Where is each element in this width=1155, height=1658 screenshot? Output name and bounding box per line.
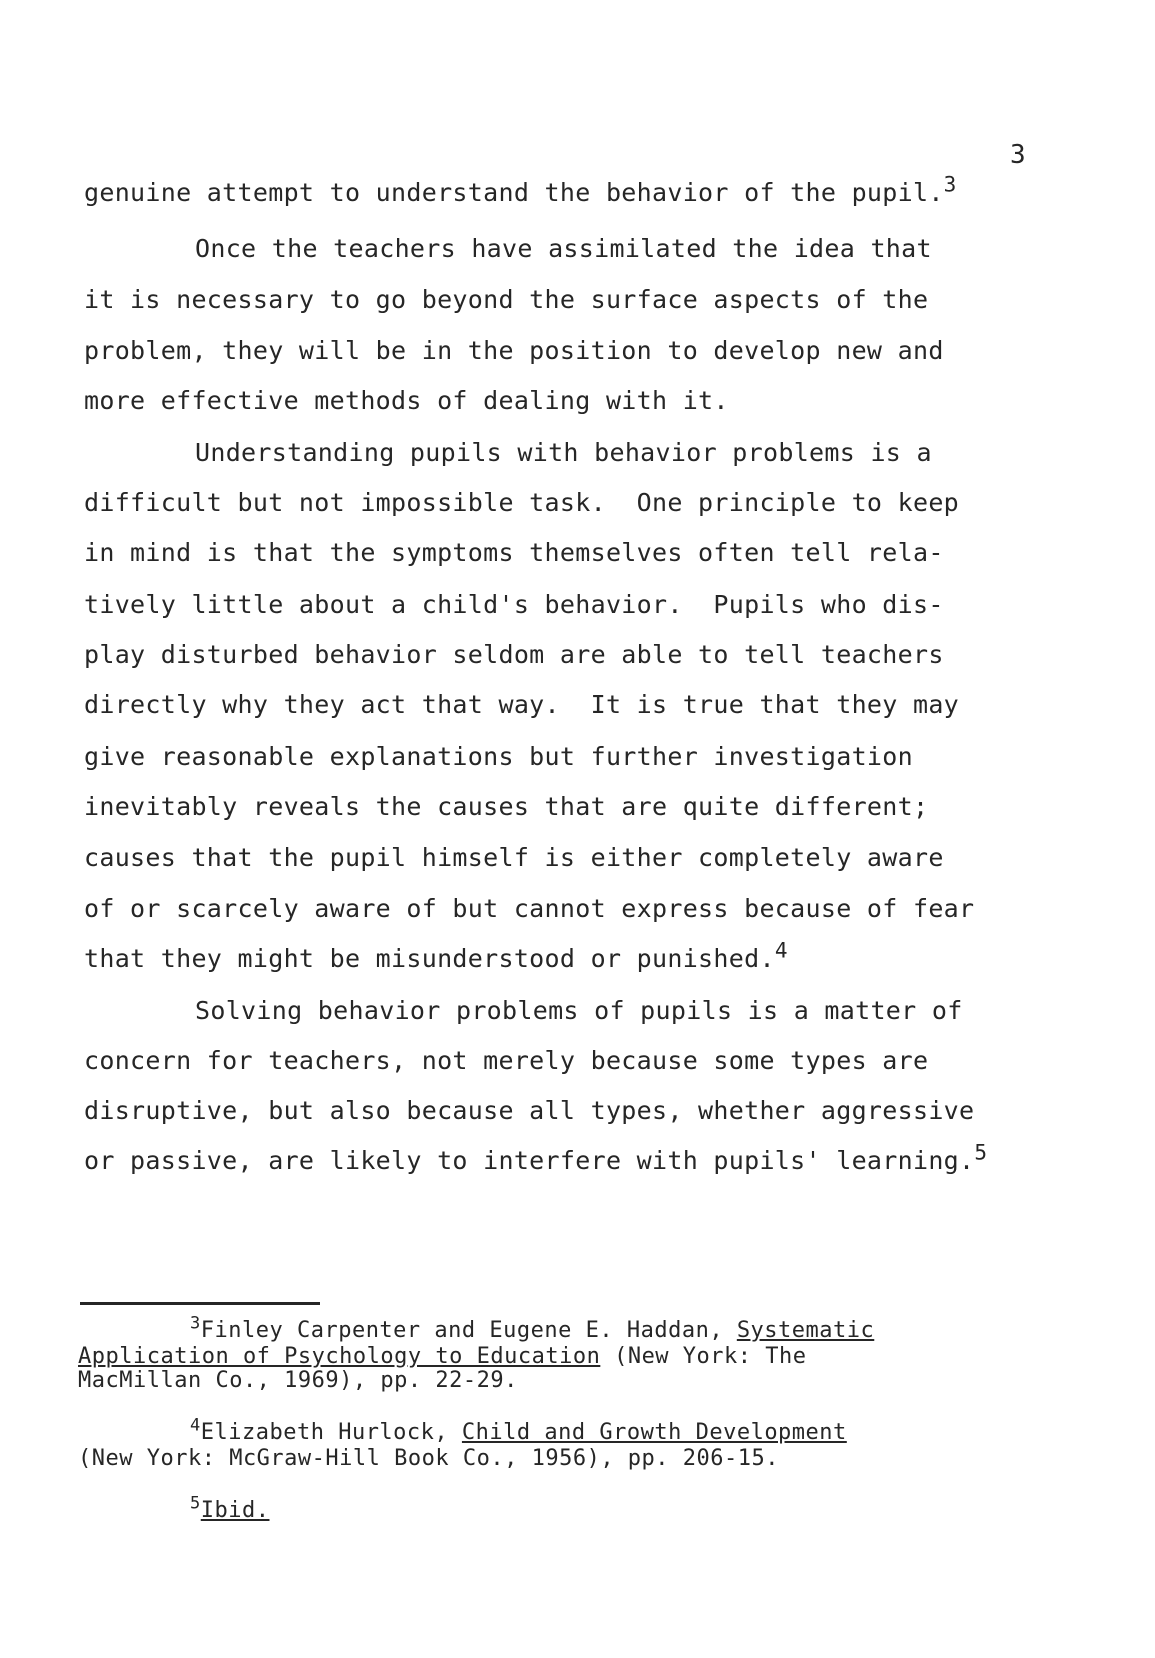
footnote-mark: 4	[190, 1415, 201, 1436]
body-line: disruptive, but also because all types, whether aggressive	[84, 1096, 975, 1125]
body-line: Once the teachers have assimilated the idea that	[195, 234, 932, 263]
body-line: more effective methods of dealing with it.	[84, 386, 729, 415]
footnote-4-line-2: (New York: McGraw-Hill Book Co., 1956), pp. 206-15.	[78, 1446, 780, 1471]
footnote-3-line-3: MacMillan Co., 1969), pp. 22-29.	[78, 1368, 518, 1393]
body-line: that they might be misunderstood or punished.$^4$	[84, 938, 788, 973]
body-line: or passive, are likely to interfere with pupils' learning.$^5$	[84, 1140, 988, 1175]
body-line: problem, they will be in the position to develop new and	[84, 336, 944, 365]
footnote-3-line-1: $^3$Finley Carpenter and Eugene E. Haddan, Systematic	[190, 1313, 875, 1343]
body-line: Solving behavior problems of pupils is a matter of	[195, 996, 963, 1025]
body-line: difficult but not impossible task. One principle to keep	[84, 488, 960, 517]
footnote-reference: 3	[943, 172, 957, 197]
body-line: causes that the pupil himself is either completely aware	[84, 843, 944, 872]
footnote-4-line-1: $^4$Elizabeth Hurlock, Child and Growth Development	[190, 1415, 847, 1445]
footnote-reference: 5	[974, 1140, 988, 1165]
body-line: play disturbed behavior seldom are able to tell teachers	[84, 640, 944, 669]
footnote-reference: 4	[774, 938, 788, 963]
footnote-5: $^5$Ibid.	[190, 1493, 270, 1523]
body-line: Understanding pupils with behavior problems is a	[195, 438, 932, 467]
body-line: inevitably reveals the causes that are quite different;	[84, 792, 929, 821]
body-line: give reasonable explanations but further investigation	[84, 742, 913, 771]
footnote-mark: 3	[190, 1313, 201, 1334]
body-line: tively little about a child's behavior. Pupils who dis-	[84, 590, 944, 619]
footnote-separator	[80, 1302, 320, 1305]
body-line: it is necessary to go beyond the surface aspects of the	[84, 285, 929, 314]
body-line: directly why they act that way. It is true that they may	[84, 690, 960, 719]
page-number: 3	[1010, 140, 1026, 170]
footnote-3-line-2: Application of Psychology to Education (New York: The	[78, 1344, 807, 1369]
body-line: concern for teachers, not merely because some types are	[84, 1046, 929, 1075]
body-line: in mind is that the symptoms themselves often tell rela-	[84, 538, 944, 567]
body-line: of or scarcely aware of but cannot express because of fear	[84, 894, 975, 923]
body-line: genuine attempt to understand the behavior of the pupil.$^3$	[84, 172, 957, 207]
footnote-mark: 5	[190, 1493, 201, 1514]
